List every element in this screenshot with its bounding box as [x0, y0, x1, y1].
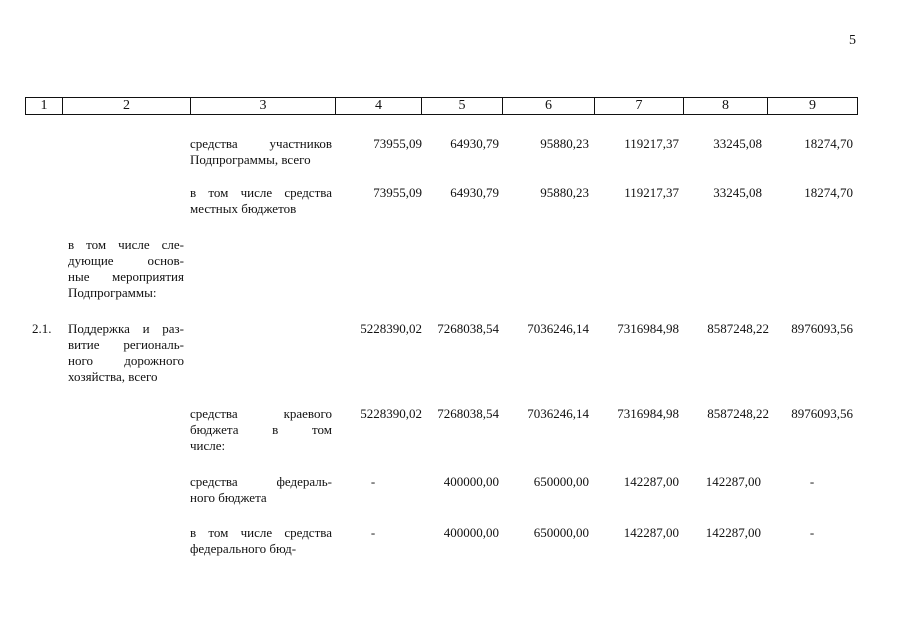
row5-desc-line2: бюджета в том [190, 422, 332, 437]
row6-col8: 142287,00 [705, 474, 761, 489]
row7-col4: - [370, 525, 376, 540]
row4-col6: 7036246,14 [527, 321, 589, 336]
header-col-2: 2 [63, 98, 191, 114]
header-col-4: 4 [336, 98, 422, 114]
header-col-9: 9 [809, 98, 816, 113]
row3-desc-line3: ные мероприятия [68, 269, 184, 284]
row6-description [190, 474, 332, 506]
row6-col5: 400000,00 [443, 474, 499, 489]
row2-col6: 95880,23 [540, 185, 589, 200]
row4-index: 2.1. [32, 321, 52, 336]
row5-col9: 8976093,56 [791, 406, 853, 421]
row5-desc-line1: средства краевого [190, 406, 332, 421]
row6-col9: - [809, 474, 815, 489]
row6-col4: - [370, 474, 376, 489]
row1-col5: 64930,79 [450, 136, 499, 151]
row4-desc-line1: Поддержка и раз- [68, 321, 184, 336]
row2-col7: 119217,37 [624, 185, 679, 200]
table-header-row [25, 97, 858, 115]
row1-desc-line2: Подпрограммы, всего [190, 152, 311, 167]
row7-col6: 650000,00 [533, 525, 589, 540]
row4-col4: 5228390,02 [360, 321, 422, 336]
row7-col8: 142287,00 [705, 525, 761, 540]
row5-description [190, 406, 332, 454]
row7-desc-line1: в том числе средства [190, 525, 332, 540]
row2-col5: 64930,79 [450, 185, 499, 200]
row1-desc-line1: средства участников [190, 136, 332, 151]
row7-col7: 142287,00 [623, 525, 679, 540]
row2-col4: 73955,09 [373, 185, 422, 200]
header-col-3: 3 [191, 98, 336, 114]
row4-col7: 7316984,98 [617, 321, 679, 336]
row7-col5: 400000,00 [443, 525, 499, 540]
row5-col4: 5228390,02 [360, 406, 422, 421]
row5-col8: 8587248,22 [707, 406, 769, 421]
row5-col6: 7036246,14 [527, 406, 589, 421]
header-col-5: 5 [422, 98, 503, 114]
page-number: 5 [849, 33, 856, 48]
row3-description [68, 237, 184, 301]
row3-desc-line1: в том числе сле- [68, 237, 184, 252]
row4-description [68, 321, 184, 385]
header-col-1: 1 [26, 98, 63, 114]
row7-description [190, 525, 332, 557]
row2-desc-line2: местных бюджетов [190, 201, 297, 216]
row4-col9: 8976093,56 [791, 321, 853, 336]
row1-col6: 95880,23 [540, 136, 589, 151]
row6-desc-line2: ного бюджета [190, 490, 267, 505]
row6-desc-line1: средства федераль- [190, 474, 332, 489]
row1-col8: 33245,08 [713, 136, 762, 151]
row3-desc-line2: дующие основ- [68, 253, 184, 268]
row4-desc-line3: ного дорожного [68, 353, 184, 368]
row7-col9: - [809, 525, 815, 540]
row6-col6: 650000,00 [533, 474, 589, 489]
row1-col9: 18274,70 [804, 136, 853, 151]
row1-col4: 73955,09 [373, 136, 422, 151]
row2-description [190, 185, 332, 217]
row2-col9: 18274,70 [804, 185, 853, 200]
row1-description [190, 136, 332, 168]
header-col-8: 8 [684, 98, 768, 114]
row3-desc-line4: Подпрограммы: [68, 285, 157, 300]
row7-desc-line2: федерального бюд- [190, 541, 297, 556]
row4-desc-line2: витие региональ- [68, 337, 184, 352]
row2-col8: 33245,08 [713, 185, 762, 200]
row4-col8: 8587248,22 [707, 321, 769, 336]
row1-col7: 119217,37 [624, 136, 679, 151]
row2-desc-line1: в том числе средства [190, 185, 332, 200]
row4-col5: 7268038,54 [437, 321, 499, 336]
row4-desc-line4: хозяйства, всего [68, 369, 158, 384]
header-col-7: 7 [595, 98, 684, 114]
row5-col5: 7268038,54 [437, 406, 499, 421]
row6-col7: 142287,00 [623, 474, 679, 489]
header-col-6: 6 [503, 98, 595, 114]
row5-col7: 7316984,98 [617, 406, 679, 421]
row5-desc-line3: числе: [190, 438, 226, 453]
